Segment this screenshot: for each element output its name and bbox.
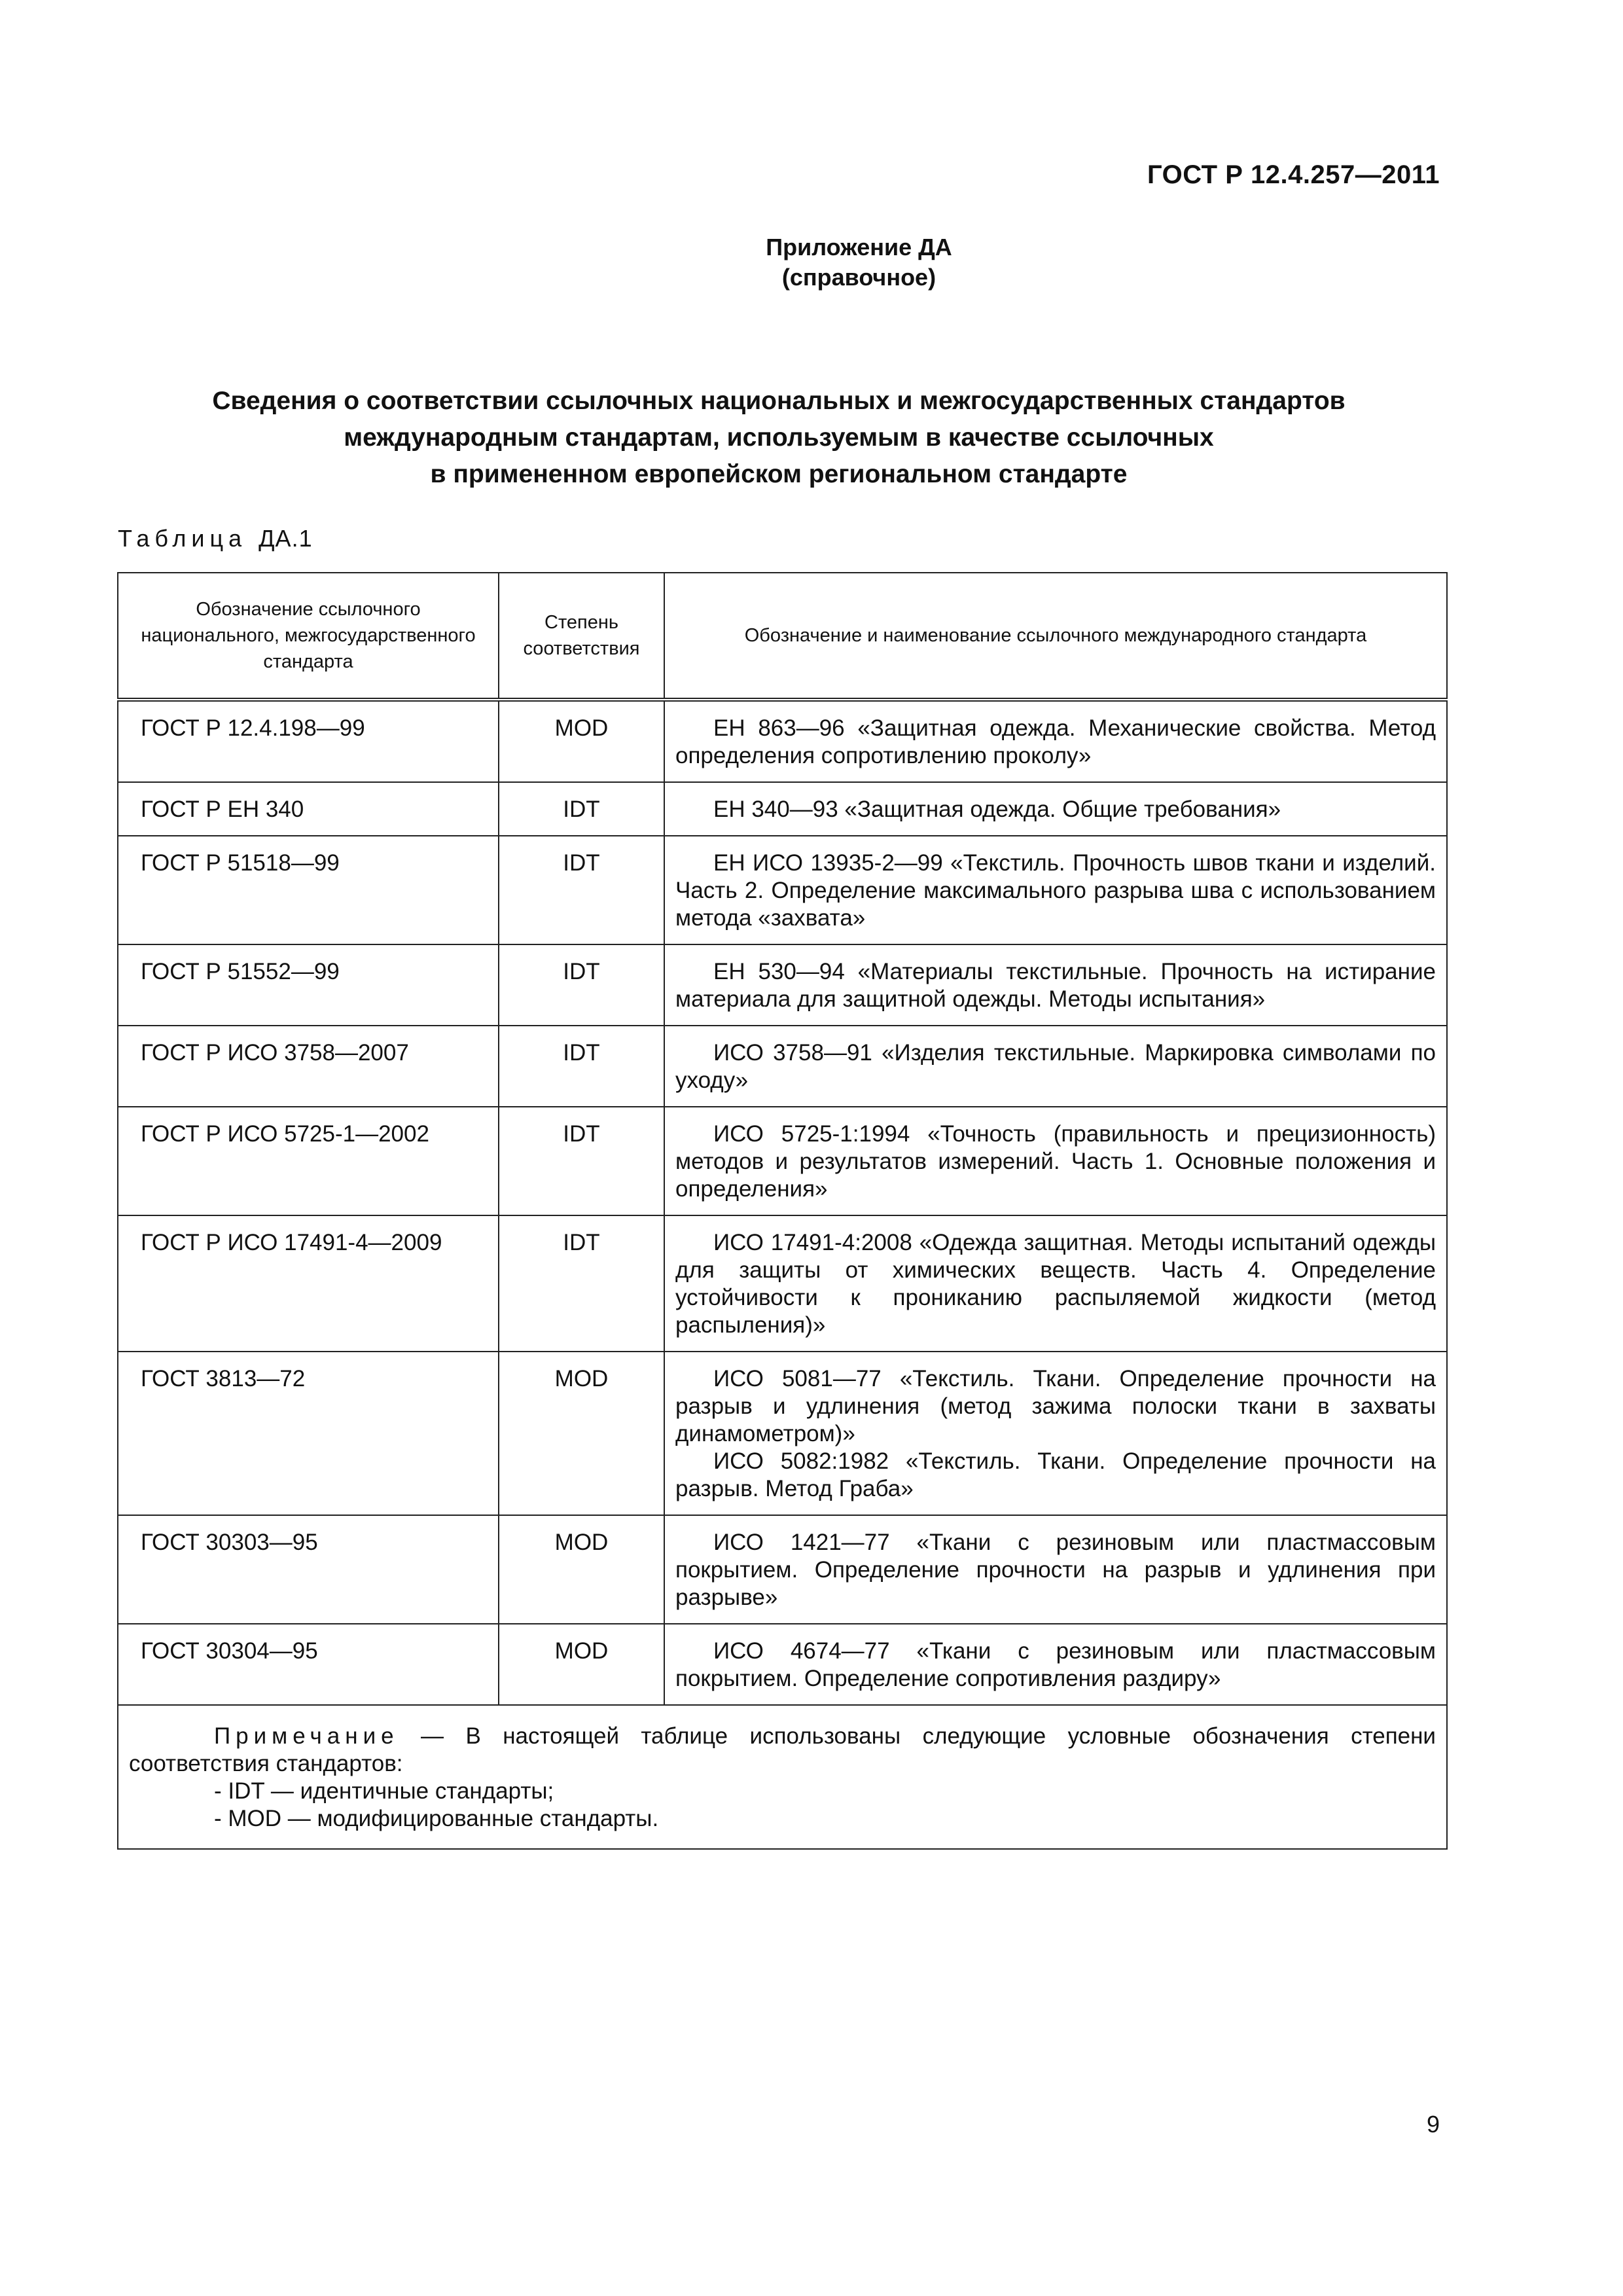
table-caption-word: Таблица (118, 525, 247, 552)
cell-national-standard: ГОСТ Р 51518—99 (118, 836, 499, 944)
cell-international-standard (664, 944, 1447, 1026)
table-row (118, 1515, 1447, 1624)
cell-international-standard (664, 700, 1447, 782)
cell-national-standard: ГОСТ Р ЕН 340 (118, 782, 499, 836)
table-row (118, 700, 1447, 782)
cell-national-standard: ГОСТ 30304—95 (118, 1624, 499, 1705)
cell-degree: IDT (499, 1107, 664, 1215)
table-row (118, 1026, 1447, 1107)
table-row (118, 782, 1447, 836)
cell-degree: IDT (499, 782, 664, 836)
cell-national-standard: ГОСТ 30303—95 (118, 1515, 499, 1624)
international-standard-paragraph: ЕН 340—93 «Защитная одежда. Общие требования» (713, 797, 1281, 822)
international-standard-paragraph: ИСО 5082:1982 «Текстиль. Ткани. Определение прочности на разрыв. Метод Граба» (675, 1448, 1436, 1501)
section-title (118, 383, 1440, 493)
cell-national-standard: ГОСТ Р 12.4.198—99 (118, 700, 499, 782)
note-text: — В настоящей таблице использованы следующие условные обозначения степени соответствия стандартов: (129, 1723, 1436, 1776)
international-standard-paragraph: ЕН ИСО 13935-2—99 «Текстиль. Прочность швов ткани и изделий. Часть 2. Определение максимального разрыва шва с использованием метода «захвата» (675, 850, 1436, 931)
note-label: Примечание (214, 1723, 399, 1749)
table-row (118, 1352, 1447, 1515)
header-international-standard: Обозначение и наименование ссылочного международного стандарта (664, 573, 1447, 700)
cell-degree: MOD (499, 700, 664, 782)
cell-international-standard (664, 1515, 1447, 1624)
international-standard-paragraph: ЕН 530—94 «Материалы текстильные. Прочность на истирание материала для защитной одежды. Методы испытания» (675, 959, 1436, 1012)
international-standard-paragraph: ИСО 1421—77 «Ткани с резиновым или пластмассовым покрытием. Определение прочности на разрыв и удлинения при разрыве» (675, 1530, 1436, 1610)
cell-degree: MOD (499, 1515, 664, 1624)
standards-table (117, 572, 1448, 1850)
table-caption (118, 525, 313, 552)
international-standard-paragraph: ИСО 17491-4:2008 «Одежда защитная. Методы испытаний одежды для защиты от химических веществ. Часть 4. Определение устойчивости к прониканию распыляемой жидкости (метод распыления)» (675, 1230, 1436, 1338)
appendix-title: Приложение ДА (766, 234, 952, 260)
table-row (118, 1215, 1447, 1352)
international-standard-paragraph: ИСО 3758—91 «Изделия текстильные. Маркировка символами по уходу» (675, 1040, 1436, 1093)
standards-table-container (117, 572, 1446, 1850)
international-standard-paragraph: ИСО 5725-1:1994 «Точность (правильность и прецизионность) методов и результатов измерений. Часть 1. Основные положения и определения» (675, 1121, 1436, 1202)
document-code: ГОСТ Р 12.4.257—2011 (1147, 160, 1440, 189)
cell-international-standard (664, 1215, 1447, 1352)
table-note (118, 1705, 1447, 1849)
section-title-line-2: международным стандартам, используемым в качестве ссылочных (344, 423, 1214, 452)
appendix-subtitle: (справочное) (781, 264, 936, 291)
cell-international-standard (664, 1624, 1447, 1705)
cell-international-standard (664, 1107, 1447, 1215)
section-title-line-3: в примененном европейском региональном стандарте (430, 460, 1128, 488)
cell-national-standard: ГОСТ 3813—72 (118, 1352, 499, 1515)
international-standard-paragraph: ИСО 5081—77 «Текстиль. Ткани. Определение прочности на разрыв и удлинения (метод зажима полоски ткани в захваты динамометром)» (675, 1366, 1436, 1446)
cell-national-standard: ГОСТ Р ИСО 5725-1—2002 (118, 1107, 499, 1215)
cell-degree: MOD (499, 1352, 664, 1515)
table-row (118, 836, 1447, 944)
cell-degree: IDT (499, 1026, 664, 1107)
table-caption-number: ДА.1 (259, 525, 313, 552)
cell-degree: IDT (499, 944, 664, 1026)
note-paragraph (129, 1723, 1436, 1778)
table-row (118, 944, 1447, 1026)
appendix-heading (0, 232, 1623, 293)
section-title-line-1: Сведения о соответствии ссылочных национальных и межгосударственных стандартов (212, 387, 1346, 415)
cell-degree: MOD (499, 1624, 664, 1705)
header-degree: Степень соответствия (499, 573, 664, 700)
cell-degree: IDT (499, 1215, 664, 1352)
table-header-row (118, 573, 1447, 700)
header-national-standard: Обозначение ссылочного национального, межгосударственного стандарта (118, 573, 499, 700)
cell-degree: IDT (499, 836, 664, 944)
table-body (118, 700, 1447, 1705)
cell-national-standard: ГОСТ Р ИСО 3758—2007 (118, 1026, 499, 1107)
cell-international-standard (664, 836, 1447, 944)
table-row (118, 1107, 1447, 1215)
international-standard-paragraph: ЕН 863—96 «Защитная одежда. Механические свойства. Метод определения сопротивлению проколу» (675, 715, 1436, 768)
cell-national-standard: ГОСТ Р 51552—99 (118, 944, 499, 1026)
cell-international-standard (664, 1026, 1447, 1107)
note-item-idt: - IDT — идентичные стандарты; (214, 1778, 554, 1804)
cell-international-standard (664, 782, 1447, 836)
table-note-row (118, 1705, 1447, 1849)
international-standard-paragraph: ИСО 4674—77 «Ткани с резиновым или пластмассовым покрытием. Определение сопротивления раздиру» (675, 1638, 1436, 1691)
note-item-mod: - MOD — модифицированные стандарты. (214, 1806, 659, 1831)
page-number: 9 (1426, 2111, 1440, 2138)
table-row (118, 1624, 1447, 1705)
cell-international-standard (664, 1352, 1447, 1515)
cell-national-standard: ГОСТ Р ИСО 17491-4—2009 (118, 1215, 499, 1352)
